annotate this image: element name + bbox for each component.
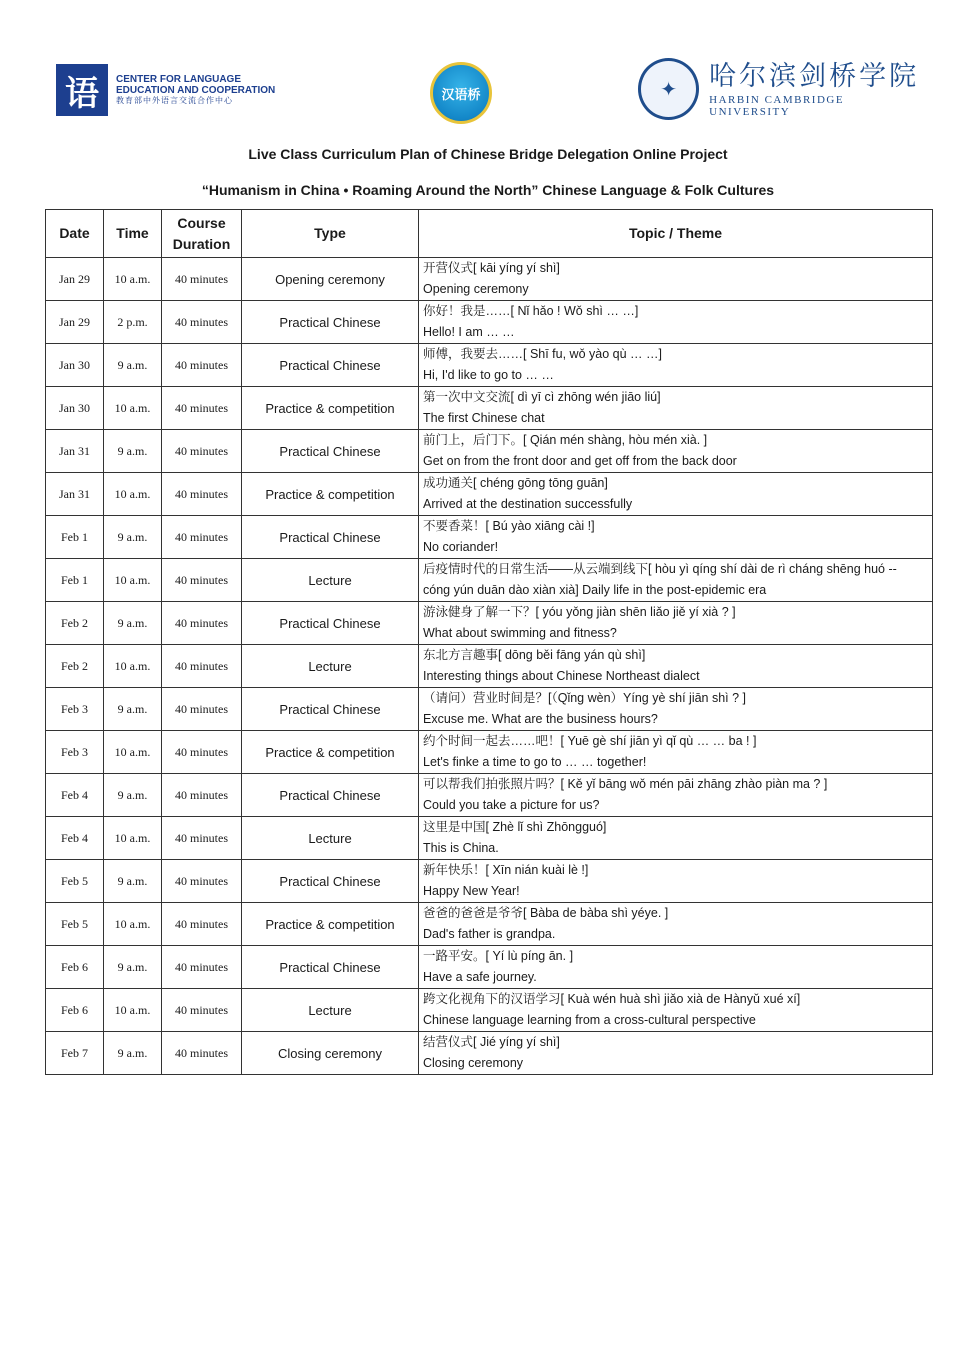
cell-duration: 40 minutes (162, 645, 242, 688)
cell-time: 10 a.m. (104, 258, 162, 301)
table-row (46, 645, 933, 688)
cell-duration: 40 minutes (162, 1032, 242, 1075)
cell-time: 9 a.m. (104, 774, 162, 817)
cell-type: Practical Chinese (242, 516, 419, 559)
cell-topic (419, 559, 933, 602)
table-row (46, 559, 933, 602)
header (56, 58, 926, 128)
cell-topic (419, 860, 933, 903)
cell-duration: 40 minutes (162, 688, 242, 731)
cell-type: Practical Chinese (242, 688, 419, 731)
cell-date: Feb 2 (46, 645, 104, 688)
cell-type: Lecture (242, 817, 419, 860)
clec-logo (56, 64, 275, 116)
topic-chinese: 第一次中文交流[ dì yī cì zhōng wén jiāo liú] (423, 390, 661, 404)
topic-english: cóng yún duān dào xiàn xià] Daily life in the post-epidemic era (423, 583, 767, 597)
topic-english: This is China. (423, 841, 499, 855)
cell-duration: 40 minutes (162, 258, 242, 301)
cell-type: Closing ceremony (242, 1032, 419, 1075)
cell-date: Feb 6 (46, 946, 104, 989)
topic-english: Hi, I'd like to go to … … (423, 368, 554, 382)
cell-topic (419, 301, 933, 344)
header-time: Time (104, 210, 162, 258)
table-body (46, 258, 933, 1075)
cell-date: Jan 30 (46, 387, 104, 430)
cell-duration: 40 minutes (162, 516, 242, 559)
cell-topic (419, 903, 933, 946)
curriculum-table (45, 209, 933, 1075)
university-name-en: HARBIN CAMBRIDGE UNIVERSITY (709, 94, 845, 118)
topic-english: Let's finke a time to go to … … together! (423, 755, 647, 769)
cell-time: 9 a.m. (104, 688, 162, 731)
table-row (46, 903, 933, 946)
topic-chinese: 跨文化视角下的汉语学习[ Kuà wén huà shì jiǎo xià de Hànyǔ xué xí] (423, 992, 801, 1006)
topic-english: Hello! I am … … (423, 325, 515, 339)
cell-time: 9 a.m. (104, 602, 162, 645)
topic-english: Arrived at the destination successfully (423, 497, 633, 511)
cell-duration: 40 minutes (162, 774, 242, 817)
cell-time: 10 a.m. (104, 387, 162, 430)
header-topic: Topic / Theme (419, 210, 933, 258)
table-row (46, 430, 933, 473)
cell-duration: 40 minutes (162, 559, 242, 602)
cell-topic (419, 688, 933, 731)
table-row (46, 731, 933, 774)
cell-time: 9 a.m. (104, 860, 162, 903)
topic-chinese: 前门上，后门下。[ Qián mén shàng, hòu mén xià. ] (423, 433, 708, 447)
cell-duration: 40 minutes (162, 301, 242, 344)
cell-date: Feb 4 (46, 817, 104, 860)
topic-english: No coriander! (423, 540, 499, 554)
header-duration-line1: Course (177, 214, 226, 231)
clec-line2: EDUCATION AND COOPERATION (116, 85, 276, 96)
cell-topic (419, 817, 933, 860)
cell-type: Practical Chinese (242, 602, 419, 645)
topic-chinese: 新年快乐！[ Xīn nián kuài lè !] (423, 863, 589, 877)
table-row (46, 860, 933, 903)
document-title: Live Class Curriculum Plan of Chinese Bridge Delegation Online Project (248, 146, 728, 162)
topic-chinese: 后疫情时代的日常生活——从云端到线下[ hòu yì qíng shí dài de rì cháng shēng huó -- (423, 562, 897, 576)
cell-time: 9 a.m. (104, 344, 162, 387)
table-row (46, 1032, 933, 1075)
table-row (46, 989, 933, 1032)
cell-topic (419, 473, 933, 516)
cell-time: 10 a.m. (104, 731, 162, 774)
table-row (46, 344, 933, 387)
cell-duration: 40 minutes (162, 903, 242, 946)
topic-chinese: 东北方言趣事[ dōng běi fāng yán qù shì] (423, 648, 646, 662)
cell-time: 9 a.m. (104, 430, 162, 473)
topic-chinese: 约个时间一起去……吧！[ Yuē gè shí jiān yì qǐ qù … … ba ! ] (423, 734, 757, 748)
cell-topic (419, 774, 933, 817)
topic-english: Excuse me. What are the business hours? (423, 712, 658, 726)
cell-type: Practical Chinese (242, 860, 419, 903)
header-duration (162, 210, 242, 258)
table-row (46, 774, 933, 817)
cell-duration: 40 minutes (162, 430, 242, 473)
topic-english: Get on from the front door and get off from the back door (423, 454, 737, 468)
cell-topic (419, 258, 933, 301)
table-row (46, 301, 933, 344)
cell-date: Feb 4 (46, 774, 104, 817)
table-row (46, 387, 933, 430)
cell-topic (419, 1032, 933, 1075)
cell-topic (419, 731, 933, 774)
university-name-cn: 哈尔滨剑桥学院 (709, 61, 920, 92)
cell-date: Feb 5 (46, 903, 104, 946)
topic-english: Have a safe journey. (423, 970, 537, 984)
cell-type: Practical Chinese (242, 430, 419, 473)
cell-time: 10 a.m. (104, 989, 162, 1032)
cell-date: Feb 7 (46, 1032, 104, 1075)
cell-type: Practice & competition (242, 903, 419, 946)
topic-english: What about swimming and fitness? (423, 626, 617, 640)
university-name (709, 60, 926, 118)
cell-time: 9 a.m. (104, 516, 162, 559)
cell-time: 10 a.m. (104, 559, 162, 602)
cell-time: 2 p.m. (104, 301, 162, 344)
topic-chinese: （请问）营业时间是？[（Qǐng wèn）Yíng yè shí jiān shì ? ] (423, 691, 747, 705)
table-row (46, 602, 933, 645)
cell-type: Practical Chinese (242, 946, 419, 989)
cell-time: 9 a.m. (104, 1032, 162, 1075)
cell-topic (419, 602, 933, 645)
cell-type: Practical Chinese (242, 301, 419, 344)
cell-date: Feb 1 (46, 559, 104, 602)
cell-date: Feb 5 (46, 860, 104, 903)
topic-chinese: 一路平安。[ Yí lù píng ān. ] (423, 949, 574, 963)
cell-topic (419, 946, 933, 989)
clec-line3: 教育部中外语言交流合作中心 (116, 96, 233, 105)
topic-chinese: 可以帮我们拍张照片吗？[ Kě yǐ bāng wǒ mén pāi zhāng zhào piàn ma ? ] (423, 777, 828, 791)
university-logo (638, 58, 926, 120)
cell-type: Practice & competition (242, 387, 419, 430)
topic-english: Interesting things about Chinese Northeast dialect (423, 669, 700, 683)
cell-date: Jan 31 (46, 430, 104, 473)
cell-date: Jan 30 (46, 344, 104, 387)
cell-duration: 40 minutes (162, 602, 242, 645)
topic-chinese: 师傅，我要去……[ Shī fu, wǒ yào qù … …] (423, 347, 662, 361)
topic-chinese: 游泳健身了解一下？[ yóu yǒng jiàn shēn liǎo jiě yí xià ? ] (423, 605, 736, 619)
cell-topic (419, 645, 933, 688)
cell-time: 10 a.m. (104, 645, 162, 688)
cell-date: Jan 31 (46, 473, 104, 516)
cell-topic (419, 430, 933, 473)
cell-date: Feb 6 (46, 989, 104, 1032)
cell-date: Feb 1 (46, 516, 104, 559)
cell-duration: 40 minutes (162, 817, 242, 860)
chinese-bridge-logo-text: 汉语桥 (441, 87, 481, 103)
chinese-bridge-logo (430, 62, 492, 124)
topic-english: Closing ceremony (423, 1056, 524, 1070)
table-row (46, 688, 933, 731)
document-subtitle: “Humanism in China • Roaming Around the North” Chinese Language & Folk Cultures (201, 182, 775, 198)
cell-duration: 40 minutes (162, 860, 242, 903)
topic-chinese: 成功通关[ chéng gōng tōng guān] (423, 476, 608, 490)
topic-english: Could you take a picture for us? (423, 798, 600, 812)
topic-english: Opening ceremony (423, 282, 529, 296)
header-date: Date (46, 210, 104, 258)
table-row (46, 946, 933, 989)
cell-time: 9 a.m. (104, 946, 162, 989)
cell-topic (419, 387, 933, 430)
topic-english: Happy New Year! (423, 884, 520, 898)
cell-topic (419, 516, 933, 559)
cell-type: Practical Chinese (242, 344, 419, 387)
cell-duration: 40 minutes (162, 989, 242, 1032)
clec-line1: CENTER FOR LANGUAGE (116, 74, 241, 85)
cell-time: 10 a.m. (104, 903, 162, 946)
cell-topic (419, 989, 933, 1032)
topic-english: Dad's father is grandpa. (423, 927, 556, 941)
cell-type: Practical Chinese (242, 774, 419, 817)
cell-date: Jan 29 (46, 258, 104, 301)
cell-type: Lecture (242, 645, 419, 688)
cell-date: Feb 3 (46, 688, 104, 731)
table-header-row (46, 210, 933, 258)
cell-topic (419, 344, 933, 387)
cell-duration: 40 minutes (162, 344, 242, 387)
cell-date: Feb 3 (46, 731, 104, 774)
table-row (46, 516, 933, 559)
cell-duration: 40 minutes (162, 946, 242, 989)
cell-type: Lecture (242, 559, 419, 602)
cell-type: Opening ceremony (242, 258, 419, 301)
topic-chinese: 你好！我是……[ Nǐ hǎo ! Wǒ shì … …] (423, 304, 639, 318)
cell-date: Jan 29 (46, 301, 104, 344)
cell-type: Practice & competition (242, 473, 419, 516)
university-seal-icon: ✦ (638, 58, 699, 120)
table-row (46, 817, 933, 860)
topic-chinese: 不要香菜！[ Bú yào xiāng cài !] (423, 519, 595, 533)
cell-duration: 40 minutes (162, 473, 242, 516)
cell-type: Practice & competition (242, 731, 419, 774)
table-row (46, 473, 933, 516)
topic-english: Chinese language learning from a cross-cultural perspective (423, 1013, 756, 1027)
topic-chinese: 爸爸的爸爸是爷爷[ Bàba de bàba shì yéye. ] (423, 906, 669, 920)
topic-english: The first Chinese chat (423, 411, 545, 425)
header-type: Type (242, 210, 419, 258)
clec-logo-mark: 语 (56, 64, 108, 116)
topic-chinese: 这里是中国[ Zhè lǐ shì Zhōngguó] (423, 820, 607, 834)
clec-logo-text (116, 74, 275, 106)
cell-time: 10 a.m. (104, 817, 162, 860)
header-duration-line2: Duration (172, 235, 231, 252)
cell-duration: 40 minutes (162, 387, 242, 430)
cell-type: Lecture (242, 989, 419, 1032)
table-row (46, 258, 933, 301)
cell-duration: 40 minutes (162, 731, 242, 774)
cell-time: 10 a.m. (104, 473, 162, 516)
cell-date: Feb 2 (46, 602, 104, 645)
topic-chinese: 开营仪式[ kāi yíng yí shì] (423, 261, 560, 275)
topic-chinese: 结营仪式[ Jié yíng yí shì] (423, 1035, 560, 1049)
